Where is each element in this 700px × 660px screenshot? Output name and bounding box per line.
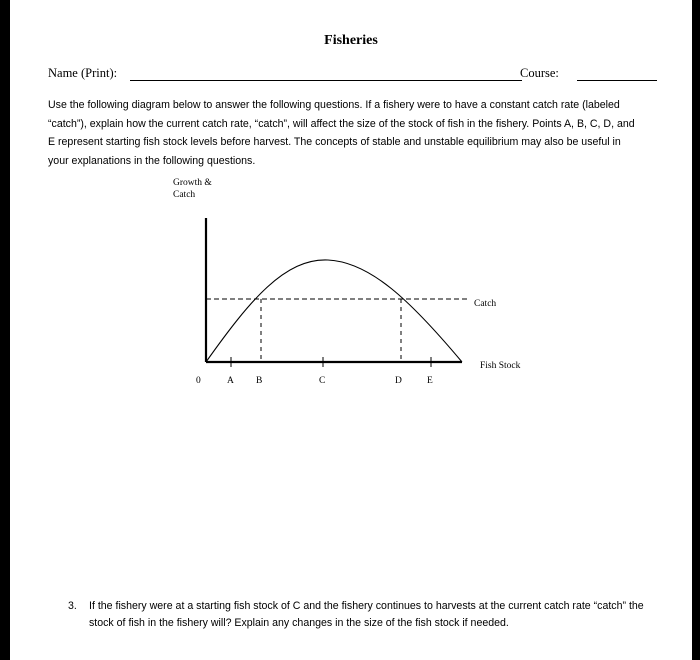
page-title: Fisheries — [324, 33, 378, 48]
tick-label-e: E — [427, 376, 433, 386]
question-text: If the fishery were at a starting fish stock of C and the fishery continues to harvests at the current catch rate “catch” the stock of fish in the fishery will? Explain any changes in the size of the fish stock if needed. — [89, 600, 644, 629]
catch-label: Catch — [474, 299, 497, 309]
x-axis-label: Fish Stock — [480, 361, 521, 371]
right-black-border — [692, 0, 700, 660]
course-label: Course: — [520, 66, 559, 80]
tick-label-c: C — [319, 376, 326, 386]
worksheet-page — [10, 0, 692, 660]
tick-label-d: D — [395, 376, 402, 386]
growth-curve — [206, 260, 462, 362]
tick-label-b: B — [256, 376, 263, 386]
instructions-paragraph: Use the following diagram below to answer the following questions. If a fishery were to have a constant catch rate (labeled “catch”), explain how the current catch rate, “catch”, will affect the size of the stock of fish in the fishery. Points A, B, C, D, and E represent starting fish stock levels before harvest. The concepts of stable and unstable equilibrium may also be useful in your explanations in the following questions. — [48, 99, 635, 167]
question-number: 3. — [68, 600, 77, 612]
tick-label-a: A — [227, 376, 234, 386]
tick-label-origin: 0 — [196, 376, 201, 386]
left-black-border — [0, 0, 10, 660]
name-label: Name (Print): — [48, 66, 118, 80]
y-axis-label-line1: Growth & — [173, 178, 212, 188]
y-axis-label-line2: Catch — [173, 190, 196, 200]
fishery-diagram — [10, 0, 692, 660]
